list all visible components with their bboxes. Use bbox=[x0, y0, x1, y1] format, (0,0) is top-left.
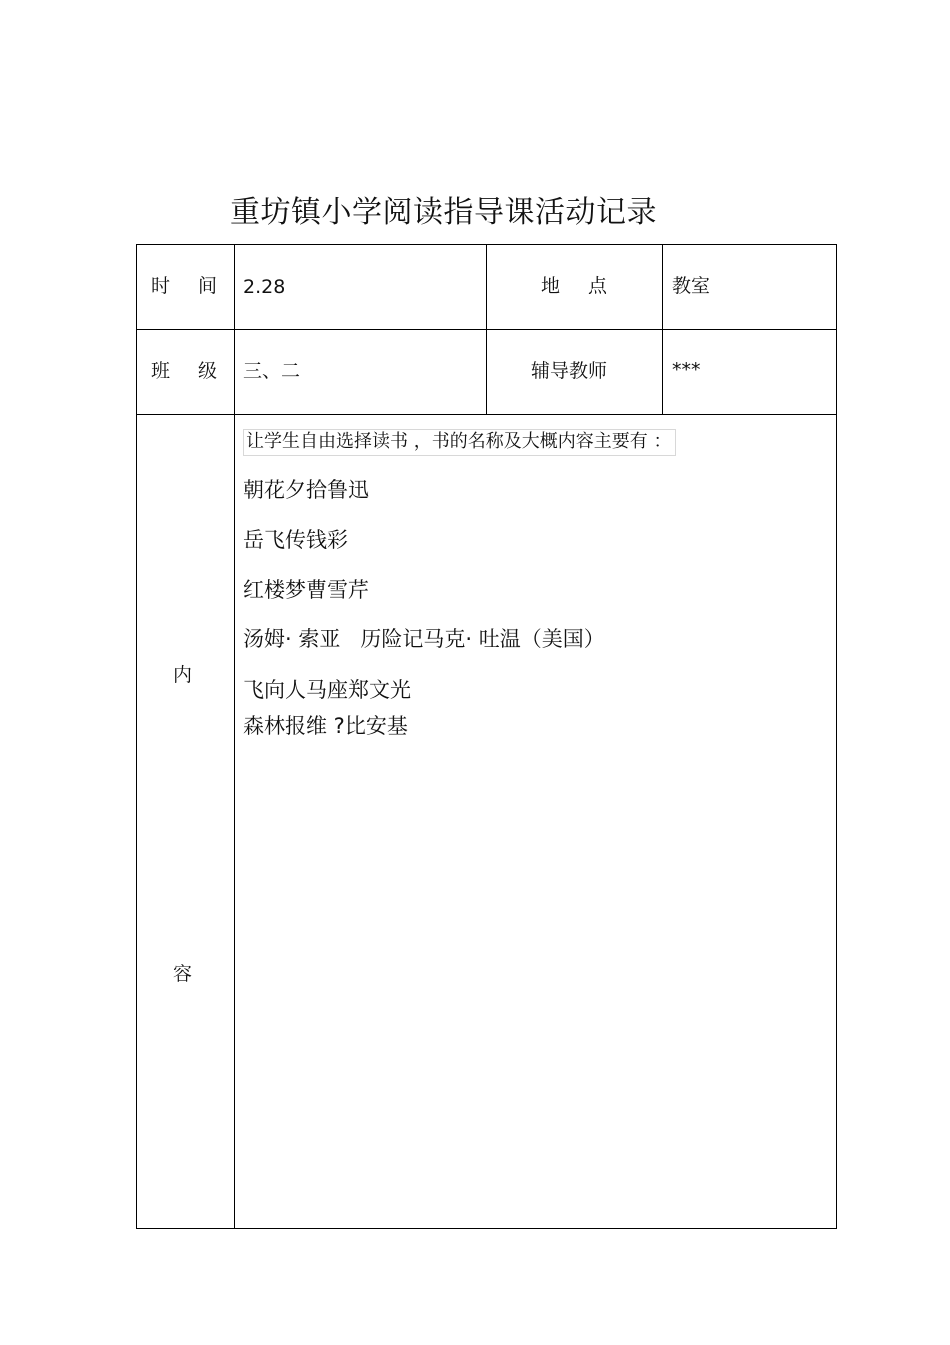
book-item: 森林报维 ?比安基 bbox=[243, 714, 408, 738]
class-label: 班 级 bbox=[151, 360, 218, 382]
row-divider-2 bbox=[136, 414, 837, 415]
time-label: 时 间 bbox=[151, 275, 218, 297]
teacher-label: 辅导教师 bbox=[531, 360, 608, 382]
content-label-bottom: 容 bbox=[173, 963, 193, 985]
time-value: 2.28 bbox=[243, 276, 286, 298]
book-item: 岳飞传钱彩 bbox=[243, 528, 348, 552]
book-item: 飞向人马座郑文光 bbox=[243, 678, 411, 702]
book-item: 朝花夕拾鲁迅 bbox=[243, 478, 369, 502]
book-item: 红楼梦曹雪芹 bbox=[243, 578, 369, 602]
book-item: 汤姆· 索亚 历险记马克· 吐温（美国） bbox=[243, 627, 605, 651]
column-divider-1 bbox=[234, 244, 235, 1229]
page-title: 重坊镇小学阅读指导课活动记录 bbox=[230, 195, 657, 230]
place-value: 教室 bbox=[672, 275, 711, 297]
content-intro: 让学生自由选择读书 ，书的名称及大概内容主要有 ： bbox=[243, 429, 676, 456]
place-label: 地 点 bbox=[541, 275, 608, 297]
teacher-value: *** bbox=[672, 359, 701, 381]
content-label-top: 内 bbox=[173, 664, 193, 686]
class-value: 三、二 bbox=[243, 360, 301, 382]
row-divider-1 bbox=[136, 329, 837, 330]
